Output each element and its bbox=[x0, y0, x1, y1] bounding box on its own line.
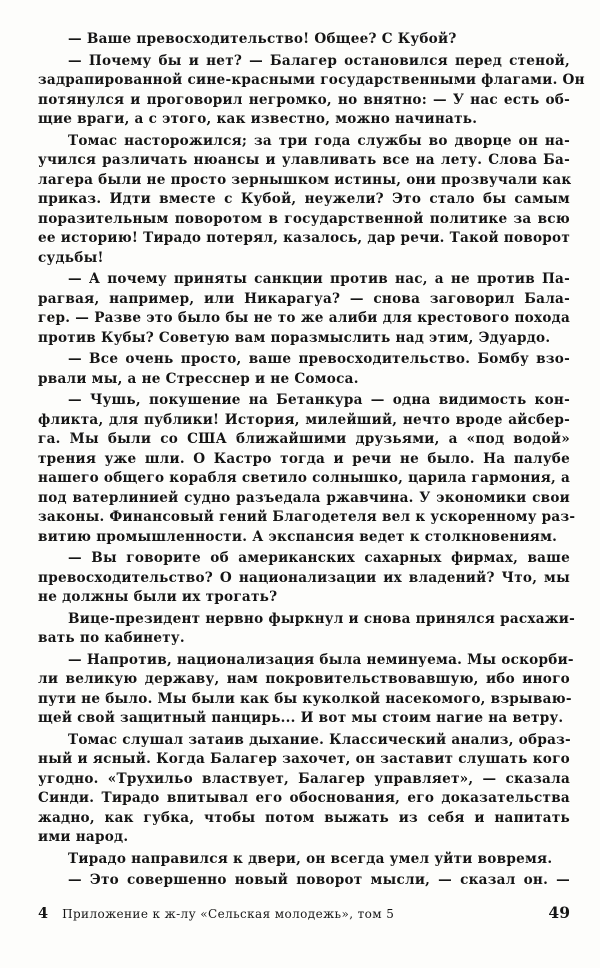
text-line: Томас слушал затаив дыхание. Классический анализ, образ- bbox=[68, 731, 571, 748]
text-line: фликта, для публики! История, милейший, нечто вроде айсбер- bbox=[38, 411, 570, 428]
text-line: Вице-президент нервно фыркнул и снова принялся расхажи- bbox=[68, 610, 576, 627]
text-line: задрапированной сине-красными государственными флагами. Он bbox=[38, 72, 585, 88]
text-line: га. Мы были со США ближайшими друзьями, а «под водой» bbox=[38, 431, 570, 447]
text-line: ный и ясный. Когда Балагер захочет, он заставит слушать кого bbox=[38, 751, 570, 767]
text-line: щей свой защитный панцирь... И вот мы стоим нагие на ветру. bbox=[38, 710, 564, 726]
paragraph bbox=[38, 871, 570, 891]
paragraph bbox=[38, 549, 570, 608]
footnote-text: Приложение к ж-лу «Сельская молодежь», том 5 bbox=[62, 907, 395, 921]
text-line: приказ. Идти вместе с Кубой, неужели? Это стало бы самым bbox=[38, 191, 570, 207]
page-number: 49 bbox=[548, 903, 570, 922]
text-line: — А почему приняты санкции против нас, а не против Па- bbox=[68, 271, 570, 287]
footer-footnote-group bbox=[38, 905, 394, 922]
paragraph bbox=[38, 391, 576, 547]
text-line: — Это совершенно новый поворот мысли, — сказал он. — bbox=[68, 872, 570, 888]
text-line: поразительным поворотом в государственной политике за всю bbox=[38, 210, 570, 227]
paragraph bbox=[38, 610, 576, 649]
text-line: против Кубы? Советую вам поразмыслить над этим, Эдуардо. bbox=[38, 329, 551, 346]
text-line: ее историю! Тирадо потерял, казалось, дар речи. Такой поворот bbox=[38, 230, 571, 246]
text-line: Томас насторожился; за три года службы во дворце он на- bbox=[68, 132, 570, 149]
text-line: — Напротив, национализация была неминуема. Мы оскорби- bbox=[68, 651, 574, 668]
text-line: нашего общего корабля светило солнышко, царила гармония, а bbox=[38, 470, 571, 486]
text-line: потянулся и проговорил негромко, но внятно: — У нас есть об- bbox=[38, 91, 570, 108]
text-line: учился различать нюансы и улавливать все на лету. Слова Ба- bbox=[38, 152, 570, 168]
text-line: ли великую державу, нам покровительствовавшую, ибо иного bbox=[38, 671, 570, 687]
paragraph bbox=[38, 270, 570, 348]
text-line: превосходительство? О национализации их владений? Что, мы bbox=[38, 569, 570, 586]
text-line: жадно, как губка, чтобы потом выжать из себя и напитать bbox=[38, 809, 570, 826]
text-line: пути не было. Мы были как бы куколкой насекомого, взрываю- bbox=[38, 690, 572, 707]
text-line: законы. Финансовый гений Благодетеля вел к ускоренному раз- bbox=[38, 509, 576, 525]
text-line: рвали мы, а не Стресснер и не Сомоса. bbox=[38, 370, 359, 387]
text-line: Тирадо направился к двери, он всегда умел уйти вовремя. bbox=[68, 850, 553, 867]
paragraph bbox=[38, 132, 570, 269]
paragraph bbox=[38, 350, 570, 389]
page-text bbox=[38, 30, 585, 893]
text-line: щие враги, а с этого, как известно, можно начинать. bbox=[38, 111, 478, 127]
signature-mark: 4 bbox=[38, 905, 49, 922]
text-line: рагвая, например, или Никарагуа? — снова заговорил Бала- bbox=[38, 290, 570, 307]
text-line: — Ваше превосходительство! Общее? С Кубой? bbox=[68, 31, 457, 47]
text-line: витию промышленности. А экспансия ведет к столкновениям. bbox=[38, 528, 558, 545]
paragraph bbox=[38, 850, 570, 870]
page-footer bbox=[38, 903, 570, 922]
text-line: — Почему бы и нет? — Балагер остановился перед стеной, bbox=[68, 52, 570, 69]
paragraph bbox=[38, 651, 574, 729]
paragraph bbox=[38, 731, 570, 848]
text-line: — Вы говорите об американских сахарных фирмах, ваше bbox=[68, 550, 570, 566]
text-line: под ватерлинией судно разъедала ржавчина. У экономики свои bbox=[38, 489, 570, 506]
text-line: угодно. «Трухильо властвует, Балагер управляет», — сказала bbox=[38, 770, 570, 787]
text-line: не должны были их трогать? bbox=[38, 589, 278, 605]
text-line: Синди. Тирадо впитывал его обоснования, его доказательства bbox=[38, 790, 570, 806]
text-line: ими народ. bbox=[38, 829, 129, 845]
text-line: судьбы! bbox=[38, 249, 104, 266]
paragraph bbox=[38, 30, 570, 50]
text-line: вать по кабинету. bbox=[38, 630, 185, 646]
text-line: трения уже шли. О Кастро тогда и речи не было. На палубе bbox=[38, 450, 570, 467]
text-line: — Чушь, покушение на Бетанкура — одна видимость кон- bbox=[68, 392, 570, 408]
text-line: гер. — Разве это было бы не то же алиби для крестового похода bbox=[38, 310, 570, 326]
text-line: — Все очень просто, ваше превосходительство. Бомбу взо- bbox=[68, 351, 570, 367]
text-line: лагера были не просто зернышком истины, они прозвучали как bbox=[38, 171, 572, 188]
paragraph bbox=[38, 52, 585, 130]
